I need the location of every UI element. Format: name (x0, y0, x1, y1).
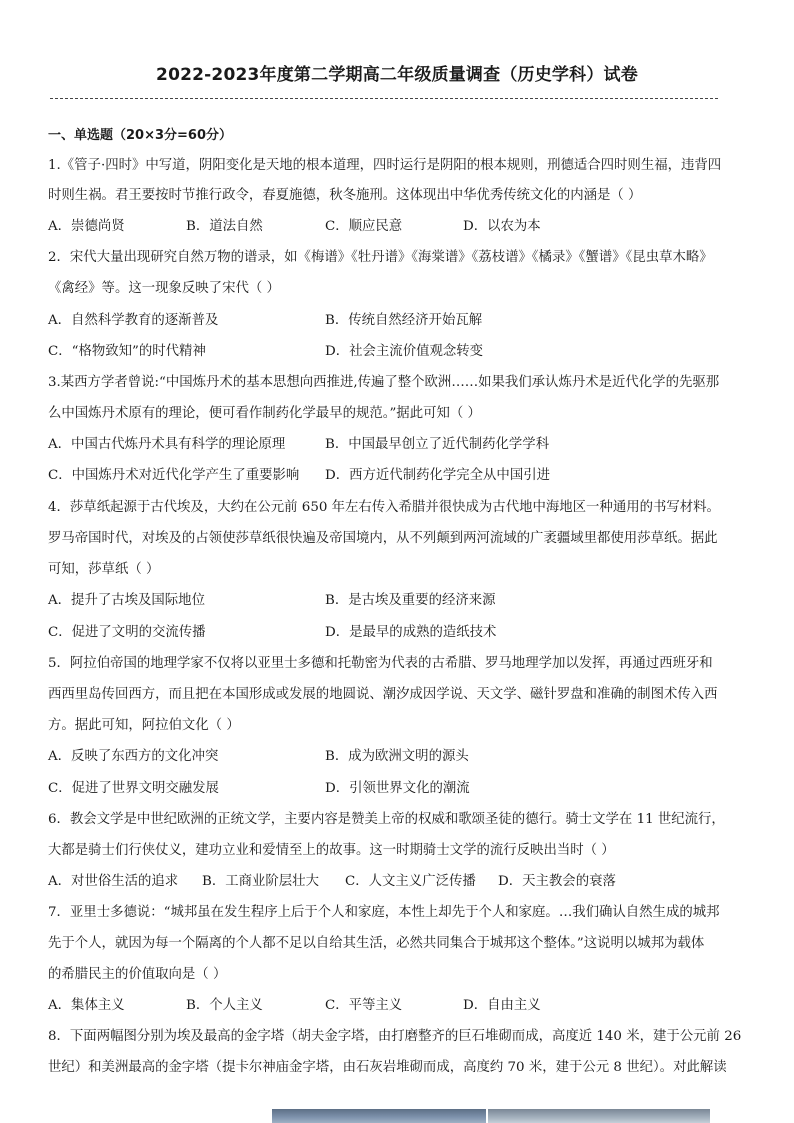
question-5-option-a[interactable]: A．反映了东西方的文化冲突 (48, 749, 219, 764)
pyramid-photo-egypt (272, 1109, 486, 1123)
pyramid-photo-america (488, 1109, 710, 1123)
section-heading: 一、单选题（20×3分=60分） (48, 128, 233, 143)
dashed-divider (50, 98, 718, 99)
question-1-option-d[interactable]: D．以农为本 (463, 219, 541, 234)
question-5-line-3: 方。据此可知，阿拉伯文化（ ） (48, 718, 240, 733)
question-3-option-a[interactable]: A．中国古代炼丹术具有科学的理论原理 (48, 437, 286, 452)
question-8-line-1: 8．下面两幅图分别为埃及最高的金字塔（胡夫金字塔，由打磨整齐的巨石堆砌而成，高度近 140 米，建于公元前 26 (48, 1029, 742, 1044)
question-6-line-2: 大都是骑士们行侠仗义，建功立业和爱情至上的故事。这一时期骑士文学的流行反映出当时（ ） (48, 843, 615, 858)
question-4-option-d[interactable]: D．是最早的成熟的造纸技术 (325, 625, 497, 640)
question-2-line-1: 2．宋代大量出现研究自然万物的谱录，如《梅谱》《牡丹谱》《海棠谱》《荔枝谱》《橘录》《蟹谱》《昆虫草木略》 (48, 250, 713, 265)
question-4-option-c[interactable]: C．促进了文明的交流传播 (48, 625, 206, 640)
exam-title: 2022-2023年度第二学期高二年级质量调查（历史学科）试卷 (156, 65, 638, 85)
question-3-option-d[interactable]: D．西方近代制药化学完全从中国引进 (325, 468, 550, 483)
question-4-line-2: 罗马帝国时代，对埃及的占领使莎草纸很快遍及帝国境内，从不列颠到两河流域的广袤疆域里都使用莎草纸。据此 (48, 531, 718, 546)
question-7-line-2: 先于个人，就因为每一个隔离的个人都不足以自给其生活，必然共同集合于城邦这个整体。”这说明以城邦为载体 (48, 936, 705, 951)
question-1-option-a[interactable]: A．崇德尚贤 (48, 219, 125, 234)
question-1-line-1: 1.《管子·四时》中写道，阴阳变化是天地的根本道理，四时运行是阴阳的根本规则，刑德适合四时则生福，违背四 (48, 158, 722, 173)
question-7-option-b[interactable]: B．个人主义 (186, 998, 263, 1013)
question-7-line-1: 7．亚里士多德说：“城邦虽在发生程序上后于个人和家庭，本性上却先于个人和家庭。…我们确认自然生成的城邦 (48, 905, 720, 920)
question-6-option-d[interactable]: D．天主教会的衰落 (498, 874, 616, 889)
question-4-line-3: 可知，莎草纸（ ） (48, 562, 160, 577)
question-7-option-c[interactable]: C．平等主义 (325, 998, 403, 1013)
question-3-line-1: 3.某西方学者曾说:“中国炼丹术的基本思想向西推进,传遍了整个欧洲……如果我们承认炼丹术是近代化学的先驱那 (48, 375, 720, 390)
question-5-option-d[interactable]: D．引领世界文化的潮流 (325, 781, 470, 796)
question-7-option-d[interactable]: D．自由主义 (463, 998, 541, 1013)
question-5-option-b[interactable]: B．成为欧洲文明的源头 (325, 749, 469, 764)
question-7-line-3: 的希腊民主的价值取向是（ ） (48, 967, 227, 982)
question-5-option-c[interactable]: C．促进了世界文明交融发展 (48, 781, 219, 796)
question-2-option-c[interactable]: C．“格物致知”的时代精神 (48, 344, 206, 359)
question-5-line-2: 西西里岛传回西方，而且把在本国形成或发展的地圆说、潮汐成因学说、天文学、磁针罗盘和准确的制图术传入西 (48, 687, 718, 702)
question-6-option-b[interactable]: B．工商业阶层壮大 (202, 874, 319, 889)
question-2-option-d[interactable]: D．社会主流价值观念转变 (325, 344, 484, 359)
question-3-line-2: 么中国炼丹术原有的理论，便可看作制药化学最早的规范。”据此可知（ ） (48, 406, 481, 421)
question-6-option-a[interactable]: A．对世俗生活的追求 (48, 874, 179, 889)
question-4-option-a[interactable]: A．提升了古埃及国际地位 (48, 593, 205, 608)
question-3-option-c[interactable]: C．中国炼丹术对近代化学产生了重要影响 (48, 468, 300, 483)
question-7-option-a[interactable]: A．集体主义 (48, 998, 125, 1013)
question-2-option-a[interactable]: A．自然科学教育的逐渐普及 (48, 313, 219, 328)
question-1-line-2: 时则生祸。君王要按时节推行政令，春夏施德，秋冬施刑。这体现出中华优秀传统文化的内涵是（ ） (48, 188, 642, 203)
question-6-option-c[interactable]: C．人文主义广泛传播 (345, 874, 476, 889)
question-3-option-b[interactable]: B．中国最早创立了近代制药化学学科 (325, 437, 550, 452)
question-2-option-b[interactable]: B．传统自然经济开始瓦解 (325, 313, 483, 328)
question-8-line-2: 世纪）和美洲最高的金字塔（提卡尔神庙金字塔，由石灰岩堆砌而成，高度约 70 米，建于公元 8 世纪）。对此解读 (48, 1060, 727, 1075)
question-1-option-c[interactable]: C．顺应民意 (325, 219, 403, 234)
question-4-option-b[interactable]: B．是古埃及重要的经济来源 (325, 593, 496, 608)
question-1-option-b[interactable]: B．道法自然 (186, 219, 263, 234)
question-4-line-1: 4．莎草纸起源于古代埃及，大约在公元前 650 年左右传入希腊并很快成为古代地中海地区一种通用的书写材料。 (48, 500, 720, 515)
question-2-line-2: 《禽经》等。这一现象反映了宋代（ ） (48, 281, 280, 296)
question-6-line-1: 6．教会文学是中世纪欧洲的正统文学，主要内容是赞美上帝的权威和歌颂圣徒的德行。骑士文学在 11 世纪流行， (48, 812, 725, 827)
question-5-line-1: 5．阿拉伯帝国的地理学家不仅将以亚里士多德和托勒密为代表的古希腊、罗马地理学加以发挥，再通过西班牙和 (48, 656, 713, 671)
